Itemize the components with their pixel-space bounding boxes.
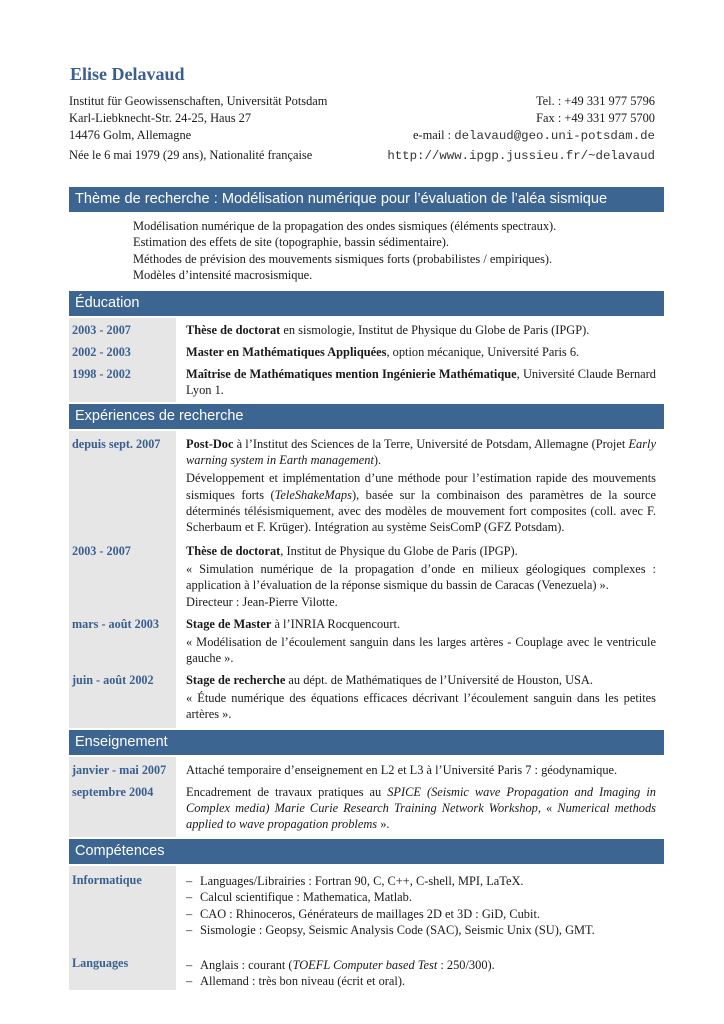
- education-degree: Master en Mathématiques Appliquées: [186, 345, 387, 359]
- teaching-date-2: septembre 2004: [72, 785, 154, 799]
- language-item: [186, 973, 656, 989]
- experience-position: Stage de Master: [186, 617, 272, 631]
- list-dash: –: [186, 906, 193, 921]
- email-line: [413, 127, 655, 144]
- teaching-text: ».: [377, 817, 390, 832]
- language-text: Anglais : courant (: [200, 958, 293, 972]
- skill-item: [186, 873, 656, 889]
- experience-detail: , Institut de Physique du Globe de Paris (IPGP).: [280, 544, 518, 558]
- skills-computing-list: [186, 873, 656, 939]
- experience-supervisor: Directeur : Jean-Pierre Vilotte.: [186, 594, 338, 609]
- skill-item: [186, 906, 656, 922]
- list-dash: –: [186, 958, 193, 972]
- website-link[interactable]: http://www.ipgp.jussieu.fr/~delavaud: [387, 149, 655, 163]
- research-item: Modélisation numérique de la propagation des ondes sismiques (éléments spectraux).: [133, 219, 557, 233]
- skills-computing-label: Informatique: [72, 873, 142, 887]
- experience-entry-3: [186, 616, 656, 667]
- email-label: e-mail :: [412, 128, 455, 142]
- skill-text: Languages/Librairies : Fortran 90, C, C++, C-shell, MPI, LaTeX.: [200, 874, 524, 888]
- list-dash: –: [186, 874, 193, 888]
- section-skills-title: Compétences: [69, 839, 664, 864]
- experience-entry-1: [186, 436, 656, 535]
- skill-item: [186, 889, 656, 905]
- experience-position: Post-Doc: [186, 437, 234, 451]
- language-item: [186, 957, 656, 973]
- experience-description: « Modélisation de l’écoulement sanguin dans les larges artères - Couplage avec le ventricule gauche ».: [186, 635, 656, 666]
- experience-detail: à l’Institut des Sciences de la Terre, Université de Potsdam, Allemagne (Projet: [233, 437, 629, 451]
- list-dash: –: [186, 923, 193, 938]
- address-line-1: Institut für Geowissenschaften, Universität Potsdam: [69, 94, 328, 108]
- section-teaching-title: Enseignement: [69, 730, 664, 755]
- experience-date-2: 2003 - 2007: [72, 544, 131, 558]
- education-entry-2: [186, 344, 656, 360]
- address-line-3: 14476 Golm, Allemagne: [69, 128, 192, 142]
- teaching-date-1: janvier - mai 2007: [72, 763, 167, 777]
- research-item: Méthodes de prévision des mouvements sismiques forts (probabilistes / empiriques).: [133, 251, 553, 266]
- teaching-text: , «: [537, 801, 558, 816]
- project-software: TeleShakeMaps: [274, 487, 352, 502]
- language-text: Allemand : très bon niveau (écrit et oral).: [200, 974, 406, 989]
- education-entry-3: [186, 366, 656, 398]
- experience-position: Thèse de doctorat: [186, 544, 281, 558]
- skill-text: CAO : Rhinoceros, Générateurs de maillages 2D et 3D : GiD, Cubit.: [200, 906, 540, 921]
- fax: Fax : +49 331 977 5700: [536, 111, 655, 125]
- education-entry-1: [186, 322, 656, 338]
- teaching-text: Encadrement de travaux pratiques au: [186, 785, 388, 799]
- experience-date-3: mars - août 2003: [72, 617, 159, 631]
- experience-entry-4: [186, 672, 656, 723]
- list-dash: –: [186, 974, 193, 989]
- list-dash: –: [186, 890, 193, 905]
- experience-detail-end: ).: [373, 453, 382, 468]
- language-text: : 250/300).: [437, 958, 495, 972]
- education-detail: en sismologie, Institut de Physique du Globe de Paris (IPGP).: [280, 323, 590, 337]
- teaching-entry-2: [186, 784, 656, 833]
- research-list: [133, 218, 658, 284]
- experience-detail: à l’INRIA Rocquencourt.: [271, 617, 401, 631]
- experience-date-4: juin - août 2002: [72, 673, 154, 687]
- workshop-name: SPICE (Seismic wave Propagation and Imaging in Complex media) Marie Curie Research Training Network Workshop: [186, 785, 656, 816]
- education-detail: , Université Claude Bernard Lyon 1.: [186, 367, 656, 398]
- research-item: Estimation des effets de site (topographie, bassin sédimentaire).: [133, 235, 449, 250]
- skill-item: [186, 922, 656, 938]
- skills-languages-label: Languages: [72, 956, 129, 970]
- research-item: Modèles d’intensité macrosismique.: [133, 268, 313, 283]
- test-name: TOEFL Computer based Test: [292, 958, 438, 972]
- education-detail: , option mécanique, Université Paris 6.: [386, 345, 580, 359]
- person-name: Elise Delavaud: [70, 64, 185, 84]
- education-degree: Thèse de doctorat: [186, 323, 281, 337]
- experience-description: « Étude numérique des équations efficaces décrivant l’écoulement sanguin dans les petites artères ».: [186, 691, 656, 722]
- experience-date-1: depuis sept. 2007: [72, 437, 161, 451]
- education-date-2: 2002 - 2003: [72, 345, 131, 359]
- education-date-1: 2003 - 2007: [72, 323, 131, 337]
- experience-description-end: ), basée sur la combinaison des paramètres de la source déterminés télésismiquement, avec des modèles de mouvement fort composites (coll. avec F. Scherbaum et F. Krüger). Intégration au système SeisComP (GFZ Potsdam).: [186, 487, 656, 535]
- website-line: [387, 147, 655, 164]
- section-experience-title: Expériences de recherche: [69, 404, 664, 429]
- birth-nationality: Née le 6 mai 1979 (29 ans), Nationalité française: [69, 148, 313, 162]
- experience-description: « Simulation numérique de la propagation d’onde en milieux géologiques complexes : application à l’évaluation de la réponse sismique du bassin de Caracas (Venezuela) ».: [186, 562, 656, 593]
- section-education-title: Éducation: [69, 291, 664, 316]
- teaching-entry-1: Attaché temporaire d’enseignement en L2 et L3 à l’Université Paris 7 : géodynamique.: [186, 763, 618, 777]
- skill-text: Sismologie : Geopsy, Seismic Analysis Code (SAC), Seismic Unix (SU), GMT.: [200, 923, 595, 938]
- experience-detail: au dépt. de Mathématiques de l’Université de Houston, USA.: [285, 673, 593, 687]
- education-date-3: 1998 - 2002: [72, 367, 131, 381]
- skills-languages-list: [186, 957, 656, 990]
- experience-entry-2: [186, 543, 656, 610]
- education-degree: Maîtrise de Mathématiques mention Ingénierie Mathématique: [186, 367, 517, 381]
- experience-description: Développement et implémentation d’une méthode pour l’estimation rapide des mouvements sismiques forts (: [186, 471, 656, 502]
- project-name: Early warning system in Earth management: [186, 437, 656, 468]
- telephone: Tel. : +49 331 977 5796: [535, 94, 655, 108]
- email-link[interactable]: delavaud@geo.uni-potsdam.de: [454, 129, 655, 143]
- course-title: Numerical methods applied to wave propagation problems: [186, 801, 656, 832]
- section-research-title: Thème de recherche : Modélisation numérique pour l’évaluation de l’aléa sismique: [69, 187, 664, 212]
- address-line-2: Karl-Liebknecht-Str. 24-25, Haus 27: [69, 111, 252, 125]
- experience-position: Stage de recherche: [186, 673, 286, 687]
- skill-text: Calcul scientifique : Mathematica, Matlab.: [200, 890, 412, 905]
